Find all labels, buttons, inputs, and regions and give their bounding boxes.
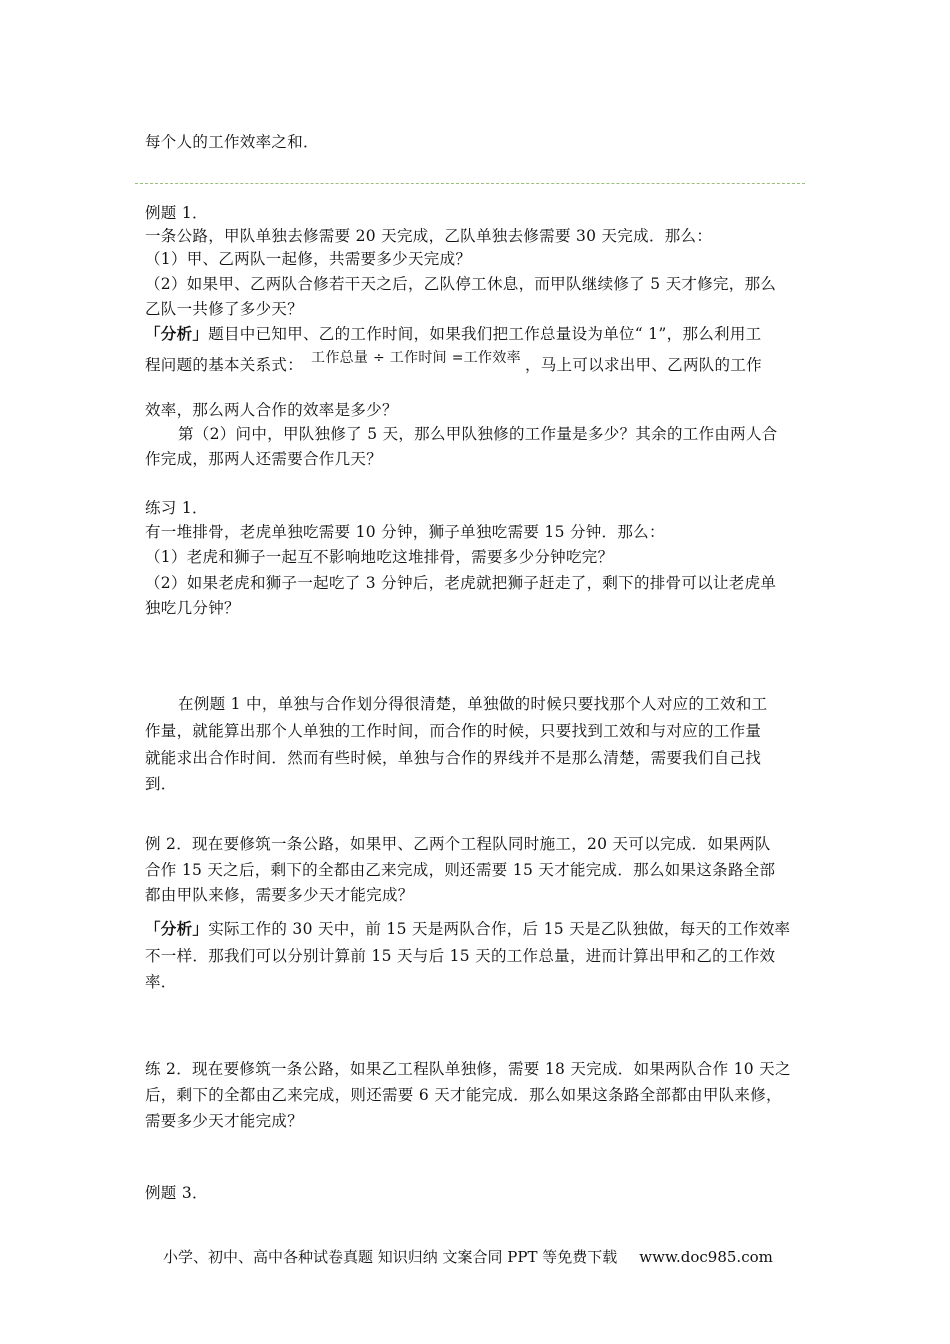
formula: 工作总量 ÷ 工作时间 =工作效率 [311,350,521,366]
example1-analysis-line2 [145,350,810,377]
footer-site-link[interactable]: www.doc985.com [639,1248,773,1266]
paragraph-line2: 作量，就能算出那个人单独的工作时间，而合作的时候，只要找到工效和与对应的工作量 [145,722,762,740]
example3-title: 例题 3． [145,1184,208,1202]
example1-question-2-line1: （2）如果甲、乙两队合修若干天之后，乙队停工休息，而甲队继续修了 5 天才修完，那么 [145,275,777,293]
example1-title: 例题 1． [145,204,208,222]
practice1-title: 练习 1． [145,499,208,517]
example1-analysis-line5: 作完成，那两人还需要合作几天？ [145,450,383,468]
example2-analysis-line2: 不一样．那我们可以分别计算前 15 天与后 15 天的工作总量，进而计算出甲和乙的工作效 [145,947,776,965]
example1-question-2-line2: 乙队一共修了多少天？ [145,300,304,318]
analysis-label: 「分析」 [145,919,209,938]
example2-line3: 都由甲队来修，需要多少天才能完成？ [145,886,414,904]
analysis-text: 实际工作的 30 天中，前 15 天是两队合作，后 15 天是乙队独做，每天的工作效率 [208,920,791,938]
analysis-text-pre: 程问题的基本关系式： [145,356,304,374]
example1-body: 一条公路，甲队单独去修需要 20 天完成，乙队单独去修需要 30 天完成．那么： [145,227,713,245]
practice1-question-1: （1）老虎和狮子一起互不影响地吃这堆排骨，需要多少分钟吃完？ [145,548,614,566]
practice1-body: 有一堆排骨，老虎单独吃需要 10 分钟，狮子单独吃需要 15 分钟．那么： [145,523,665,541]
example1-analysis-line4: 第（2）问中，甲队独修了 5 天，那么甲队独修的工作量是多少？其余的工作由两人合 [178,425,778,443]
page-footer [163,1246,773,1268]
example1-analysis-line1 [145,323,810,345]
analysis-text: 题目中已知甲、乙的工作时间，如果我们把工作总量设为单位“ 1”，那么利用工 [208,325,762,343]
intro-line: 每个人的工作效率之和． [145,133,319,151]
example1-question-1: （1）甲、乙两队一起修，共需要多少天完成？ [145,250,472,268]
section-divider [135,183,805,184]
example2-analysis-line3: 率． [145,973,177,991]
analysis-text-post: ，马上可以求出甲、乙两队的工作 [524,356,762,374]
analysis-label: 「分析」 [145,324,209,343]
practice1-question-2-line1: （2）如果老虎和狮子一起吃了 3 分钟后，老虎就把狮子赶走了，剩下的排骨可以让老虎单 [145,574,777,592]
example2-line2: 合作 15 天之后，剩下的全都由乙来完成，则还需要 15 天才能完成．那么如果这条路全部 [145,861,776,879]
footer-text: 小学、初中、高中各种试卷真题 知识归纳 文案合同 PPT 等免费下载 [163,1248,618,1266]
practice1-question-2-line2: 独吃几分钟？ [145,599,240,617]
example2-line1: 例 2．现在要修筑一条公路，如果甲、乙两个工程队同时施工，20 天可以完成．如果两队 [145,835,771,853]
paragraph-line4: 到． [145,775,177,793]
practice2-line3: 需要多少天才能完成？ [145,1112,304,1130]
example2-analysis-line1 [145,918,810,940]
paragraph-line3: 就能求出合作时间．然而有些时候，单独与合作的界线并不是那么清楚，需要我们自己找 [145,749,762,767]
practice2-line2: 后，剩下的全都由乙来完成，则还需要 6 天才能完成．那么如果这条路全部都由甲队来修， [145,1086,782,1104]
paragraph-line1: 在例题 1 中，单独与合作划分得很清楚，单独做的时候只要找那个人对应的工效和工 [178,695,768,713]
example1-analysis-line3: 效率，那么两人合作的效率是多少？ [145,401,398,419]
practice2-line1: 练 2．现在要修筑一条公路，如果乙工程队单独修，需要 18 天完成．如果两队合作 10 天之 [145,1060,791,1078]
